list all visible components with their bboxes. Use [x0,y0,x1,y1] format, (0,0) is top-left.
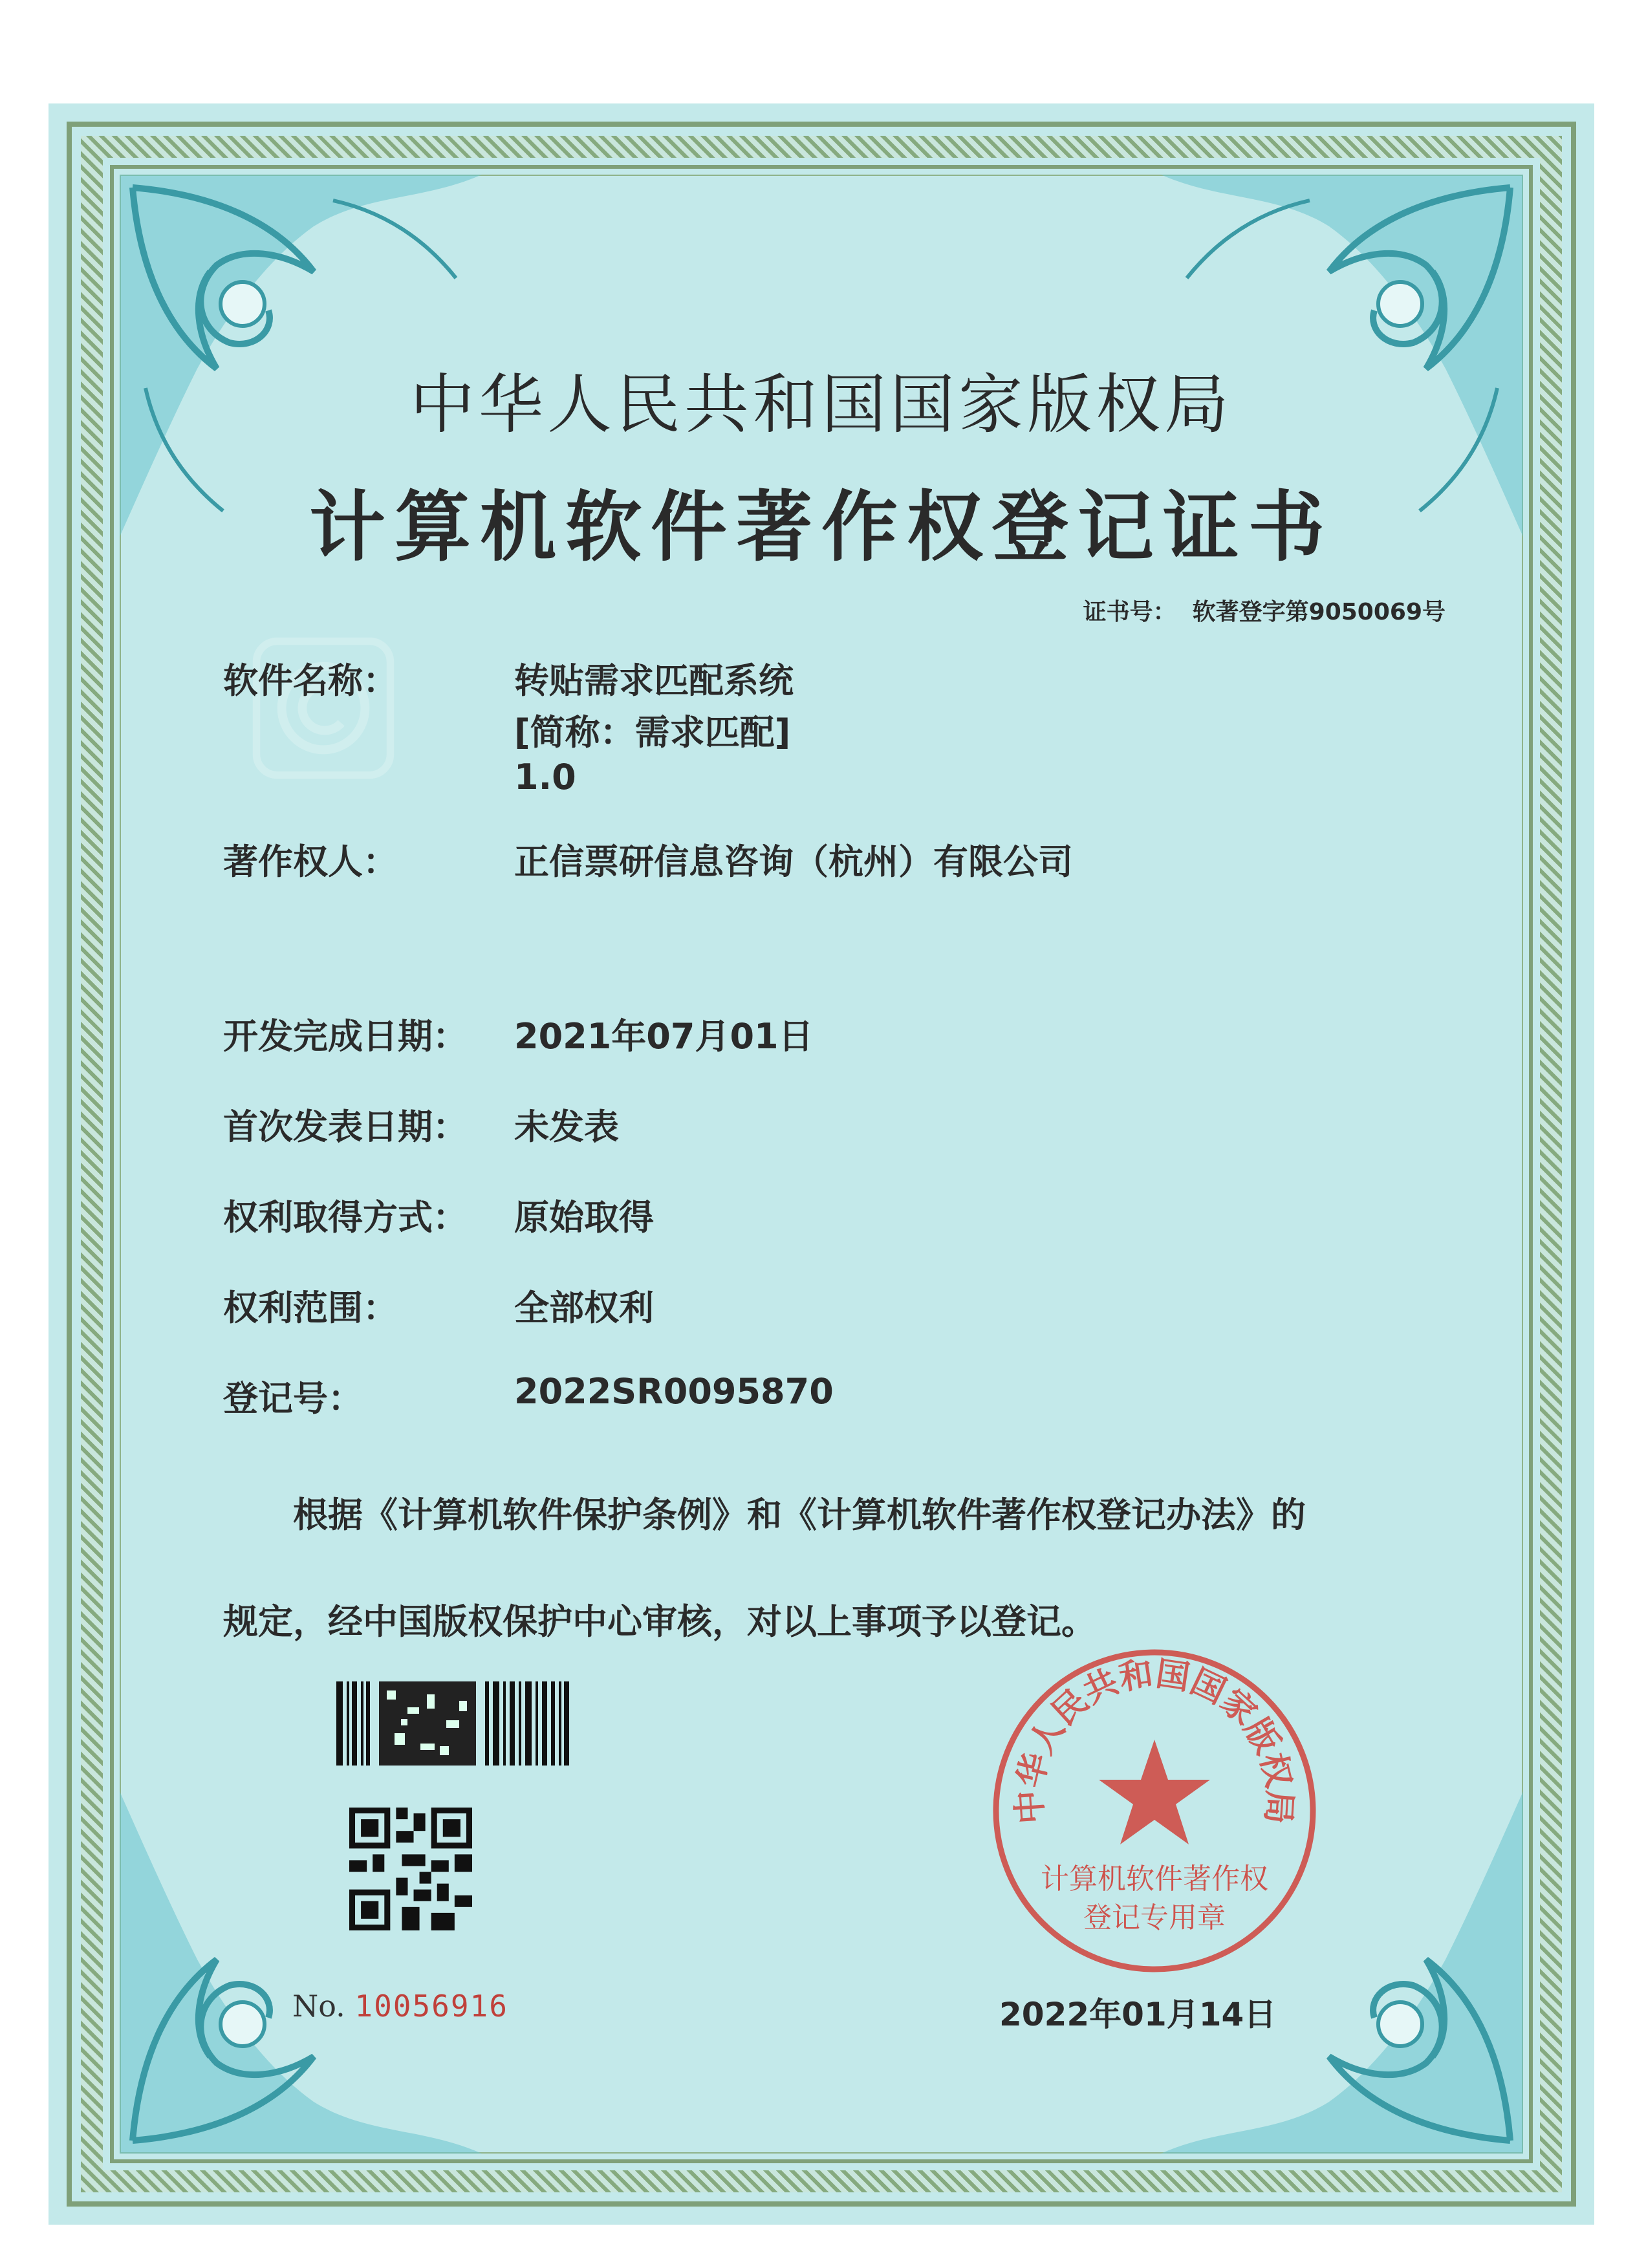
field-label: 著作权人： [223,841,398,882]
legal-basis-line-1-text: 根据《计算机软件保护条例》和《计算机软件著作权登记办法》的 [293,1495,1306,1535]
field-label: 权利取得方式： [223,1197,468,1238]
serial-number [292,1989,508,2024]
field-value: 正信票研信息咨询（杭州）有限公司 [514,841,1073,882]
serial-number-value: 10056916 [354,1989,508,2024]
field-value: 转贴需求匹配系统 [514,660,794,701]
qr-code-icon [349,1808,472,1930]
field-value: 原始取得 [514,1197,654,1238]
serial-prefix: No. [292,1989,345,2024]
barcode-icon [336,1681,569,1766]
official-seal [986,1643,1323,1979]
field-label: 软件名称： [223,660,398,701]
field-value: 全部权利 [514,1288,654,1328]
field-value: 未发表 [514,1107,619,1147]
field-label: 权利范围： [223,1288,398,1328]
field-value: [简称：需求匹配] [514,712,791,753]
legal-basis-line-2-text: 规定，经中国版权保护中心审核，对以上事项予以登记。 [223,1601,1096,1642]
certificate-number [1083,594,1446,627]
seal-line-1: 计算机软件著作权 [1041,1863,1268,1895]
certificate-title: 计算机软件著作权登记证书 [309,482,1334,572]
issuing-authority: 中华人民共和国国家版权局 [410,367,1233,442]
field-value: 2021年07月01日 [514,1016,814,1057]
seal-line-2: 登记专用章 [1083,1901,1226,1934]
field-label: 首次发表日期： [223,1107,468,1147]
field-label: 登记号： [223,1378,363,1419]
issue-date: 2022年01月14日 [999,1996,1277,2033]
field-label: 开发完成日期： [223,1016,468,1057]
field-value: 2022SR0095870 [514,1371,834,1412]
star-icon [1099,1740,1210,1844]
field-value: 1.0 [514,757,576,797]
certificate [49,103,1594,2225]
certificate-number-label: 证书号： [1083,599,1176,625]
certificate-number-value: 软著登字第9050069号 [1192,599,1446,625]
seal-ring-text: 中华人民共和国国家版权局 [1010,1654,1299,1826]
